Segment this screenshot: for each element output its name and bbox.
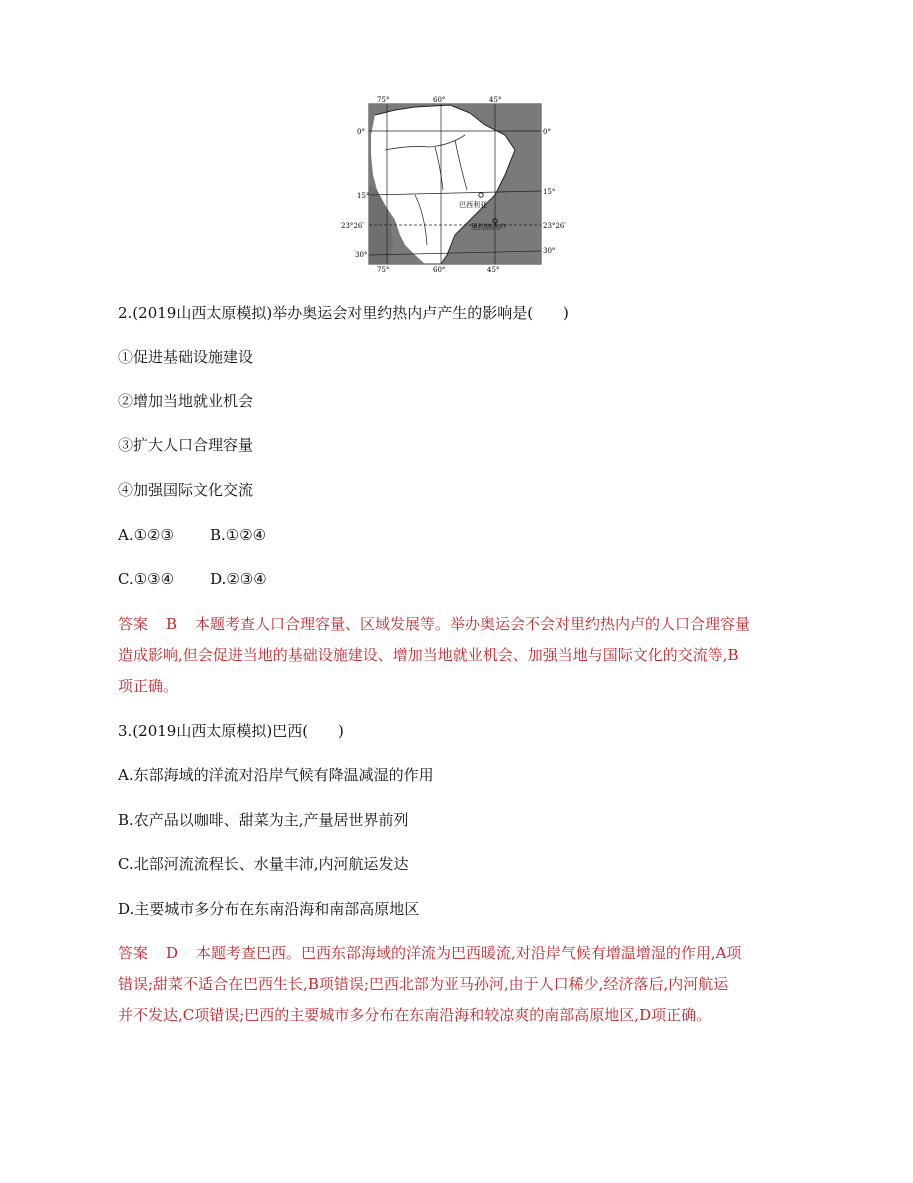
q3-answer-letter: D [166, 944, 179, 962]
lat-left-23: 23°26′ [341, 222, 364, 230]
lat-right-0: 0° [543, 128, 551, 136]
q2-option-b: B.①②④ [209, 526, 267, 544]
q2-options-row-2 [118, 569, 267, 589]
question-2-stem: 2.(2019山西太原模拟)举办奥运会对里约热内卢产生的影响是( ) [118, 304, 569, 322]
q2-answer-letter: B [166, 615, 178, 633]
q2-answer-line-3: 项正确。 [118, 677, 179, 695]
lat-left-30: 30° [355, 251, 368, 259]
city-label-rio: 里约热内卢 [471, 223, 506, 231]
lon-top-75: 75° [377, 96, 390, 104]
lat-right-15: 15° [543, 188, 556, 196]
lat-left-15: 15° [357, 192, 370, 200]
q3-option-c: C.北部河流流程长、水量丰沛,内河航运发达 [118, 855, 409, 873]
q3-option-d: D.主要城市多分布在东南沿海和南部高原地区 [118, 900, 420, 918]
q3-answer-line-3: 并不发达,C项错误;巴西的主要城市多分布在东南沿海和较凉爽的南部高原地区,D项正确。 [118, 1006, 712, 1024]
question-3-stem: 3.(2019山西太原模拟)巴西( ) [118, 722, 344, 740]
q2-answer-tag: 答案 [118, 615, 149, 633]
q2-option-a: A.①②③ [118, 526, 174, 544]
q3-answer [118, 938, 798, 1031]
city-label-brasilia: 巴西利亚 [459, 201, 487, 209]
q3-answer-line-2: 错误;甜菜不适合在巴西生长,B项错误;巴西北部为亚马孙河,由于人口稀少,经济落后,内河航运 [118, 975, 729, 993]
q2-item-2: ②增加当地就业机会 [118, 392, 254, 410]
q3-answer-text-1: 本题考查巴西。巴西东部海域的洋流为巴西暖流,对沿岸气候有增温增湿的作用,A项 [196, 944, 742, 962]
q3-option-a: A.东部海域的洋流对沿岸气候有降温减湿的作用 [118, 766, 434, 784]
lat-left-0: 0° [357, 128, 365, 136]
q3-answer-line-1 [118, 938, 798, 969]
q2-options-row-1 [118, 525, 266, 545]
q2-item-4: ④加强国际文化交流 [118, 481, 254, 499]
brazil-map [341, 95, 566, 274]
q2-item-1: ①促进基础设施建设 [118, 348, 254, 366]
q2-answer [118, 609, 798, 702]
q2-answer-line-2: 造成影响,但会促进当地的基础设施建设、增加当地就业机会、加强当地与国际文化的交流等,B [118, 646, 739, 664]
q3-answer-tag: 答案 [118, 944, 149, 962]
lat-right-30: 30° [543, 247, 556, 255]
lon-bottom-45: 45° [487, 266, 500, 274]
lon-bottom-75: 75° [377, 266, 390, 274]
lon-bottom-60: 60° [433, 266, 446, 274]
q2-option-c: C.①③④ [118, 570, 175, 588]
q2-answer-line-1 [118, 609, 798, 640]
lon-top-60: 60° [433, 96, 446, 104]
lat-right-23: 23°26′ [543, 222, 566, 230]
lon-top-45: 45° [489, 96, 502, 104]
q2-option-d: D.②③④ [210, 570, 267, 588]
q2-answer-text-1: 本题考查人口合理容量、区域发展等。举办奥运会不会对里约热内卢的人口合理容量 [195, 615, 751, 633]
q3-option-b: B.农产品以咖啡、甜菜为主,产量居世界前列 [118, 811, 409, 829]
q2-item-3: ③扩大人口合理容量 [118, 436, 254, 454]
